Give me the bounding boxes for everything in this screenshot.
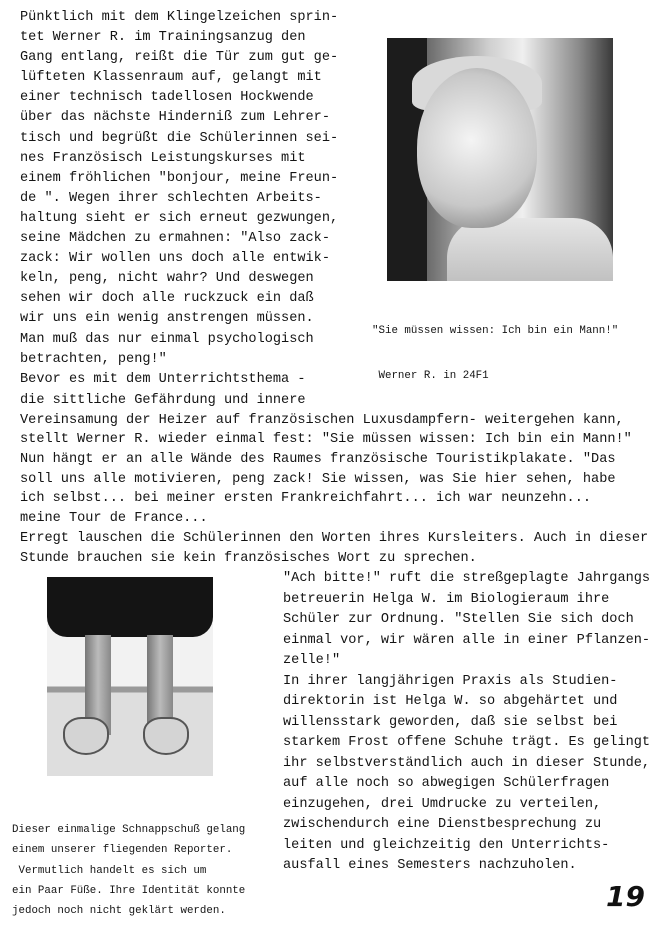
article-text-top-column: [20, 8, 338, 390]
text-line: einem fröhlichen "bonjour, meine Freun-: [20, 170, 339, 186]
text-line: de ". Wegen ihrer schlechten Arbeits-: [20, 190, 322, 206]
text-line: "Ach bitte!" ruft die streßgeplagte Jahrgangs: [283, 571, 651, 586]
text-line: direktorin ist Helga W. so abgehärtet und: [283, 694, 618, 709]
text-line: über das nächste Hinderniß zum Lehrer-: [20, 110, 330, 126]
text-line: jedoch noch nicht geklärt werden.: [12, 905, 226, 918]
text-line: Stunde brauchen sie kein französisches Wort zu sprechen.: [20, 550, 477, 566]
text-line: starkem Frost offene Schuhe trägt. Es gelingt: [283, 735, 651, 750]
text-line: nes Französisch Leistungskurses mit: [20, 150, 306, 166]
text-line: ein Paar Füße. Ihre Identität konnte: [12, 884, 246, 897]
photo-top-caption: [372, 294, 618, 399]
page-number: 19: [606, 880, 645, 913]
text-line: zelle!": [283, 653, 341, 668]
text-line: Vereinsamung der Heizer auf französischen Luxusdampfern- weitergehen kann,: [20, 412, 624, 428]
text-line: einmal vor, wir wären alle in einer Pflanzen-: [283, 632, 651, 648]
text-line: tet Werner R. im Trainingsanzug den: [20, 30, 306, 46]
text-line: zack: Wir wollen uns doch alle entwik-: [20, 251, 330, 267]
text-line: ausfall eines Semesters nachzuholen.: [283, 858, 577, 873]
text-line: zwischendurch eine Dienstbesprechung zu: [283, 817, 602, 832]
text-line: betrachten, peng!": [20, 351, 167, 367]
text-line: sehen wir doch alle ruckzuck ein daß: [20, 291, 314, 307]
text-line: Bevor es mit dem Unterrichtsthema -: [20, 371, 306, 387]
text-line: soll uns alle motivieren, peng zack! Sie wissen, was Sie hier sehen, habe: [20, 471, 616, 487]
text-line: Schüler zur Ordnung. "Stellen Sie sich doch: [283, 612, 634, 627]
photo-werner-r: [387, 38, 613, 281]
text-line: einer technisch tadellosen Hockwende: [20, 90, 314, 106]
text-line: einem unserer fliegenden Reporter.: [12, 844, 233, 857]
text-line: Vermutlich handelt es sich um: [12, 864, 207, 877]
text-line: meine Tour de France...: [20, 511, 208, 527]
text-line: In ihrer langjährigen Praxis als Studien-: [283, 673, 618, 689]
text-line: Erregt lauschen die Schülerinnen den Worten ihres Kursleiters. Auch in dieser: [20, 530, 649, 546]
text-line: die sittliche Gefährdung und innere: [20, 393, 306, 408]
caption-line: Werner R. in 24F1: [372, 370, 489, 382]
text-line: stellt Werner R. wieder einmal fest: "Sie müssen wissen: Ich bin ein Mann!": [20, 432, 632, 448]
text-line: Pünktlich mit dem Klingelzeichen sprin-: [20, 10, 339, 25]
text-line: lüfteten Klassenraum auf, gelangt mit: [20, 70, 322, 86]
text-line: wir uns ein wenig anstrengen müssen.: [20, 311, 314, 327]
text-line: betreuerin Helga W. im Biologieraum ihre: [283, 591, 610, 607]
text-line: einzugehen, drei Umdrucke zu verteilen,: [283, 796, 602, 812]
text-line: Gang entlang, reißt die Tür zum gut ge-: [20, 50, 339, 66]
photo-feet: [47, 577, 213, 776]
text-line: Dieser einmalige Schnappschuß gelang: [12, 824, 246, 836]
text-line: tisch und begrüßt die Schülerinnen sei-: [20, 130, 339, 146]
article-text-bottom-column: [283, 569, 650, 877]
text-line: leiten und gleichzeitig den Unterrichts-: [283, 837, 610, 853]
text-line: seine Mädchen zu ermahnen: "Also zack-: [20, 231, 330, 247]
text-line: haltung sieht er sich erneut gezwungen,: [20, 210, 339, 226]
photo-bottom-caption: [12, 820, 245, 921]
text-line: keln, peng, nicht wahr? Und deswegen: [20, 271, 314, 287]
text-line: Man muß das nur einmal psychologisch: [20, 331, 314, 347]
caption-line: "Sie müssen wissen: Ich bin ein Mann!": [372, 325, 619, 337]
text-line: willensstark geworden, daß sie selbst bei: [283, 714, 618, 730]
text-line: ich selbst... bei meiner ersten Frankreichfahrt... ich war neunzehn...: [20, 491, 592, 507]
article-text-full-width: [20, 391, 648, 568]
text-line: ihr selbstverständlich auch in dieser Stunde,: [283, 755, 651, 771]
text-line: Nun hängt er an alle Wände des Raumes französische Touristikplakate. "Das: [20, 452, 616, 468]
text-line: auf alle noch so abwegigen Schülerfragen: [283, 776, 610, 791]
